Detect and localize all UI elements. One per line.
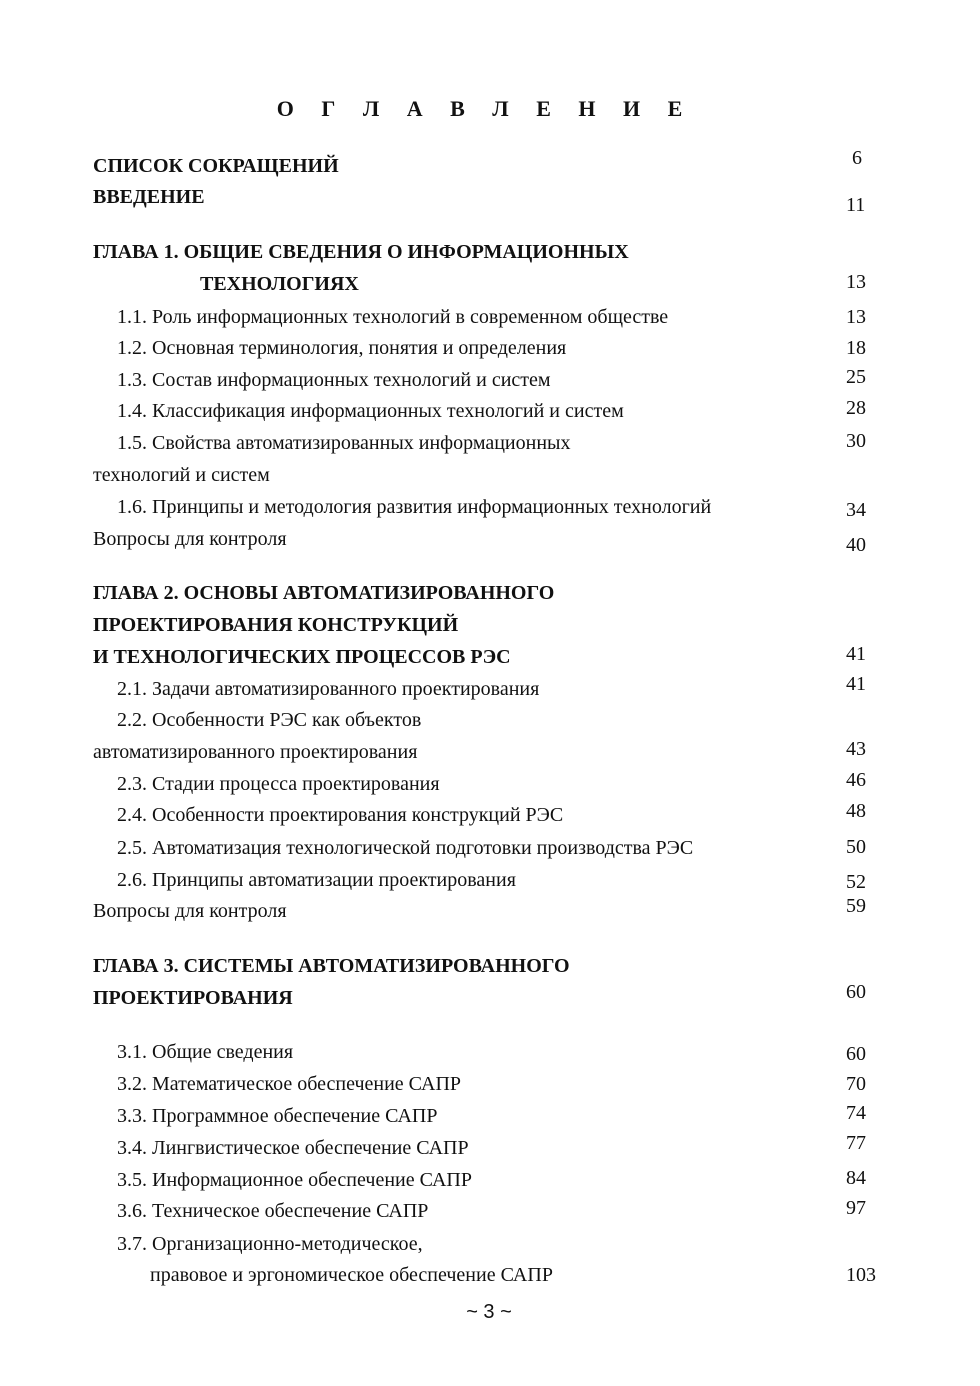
toc-title: О Г Л А В Л Е Н И Е [276,96,694,121]
toc-entry-text: 1.5. Свойства автоматизированных информационных [117,432,571,454]
toc-entry-text: 1.4. Классификация информационных технологий и систем [117,400,624,422]
page-number: ~ 3 ~ [466,1301,512,1323]
toc-chapter-heading: И ТЕХНОЛОГИЧЕСКИХ ПРОЦЕССОВ РЭС [93,646,511,668]
toc-chapter-heading: ГЛАВА 3. СИСТЕМЫ АВТОМАТИЗИРОВАННОГО [93,955,570,977]
toc-page-number: 60 [846,1043,866,1065]
toc-page-number: 52 [846,871,866,893]
toc-page-number: 59 [846,895,866,917]
toc-page-number: 18 [846,337,866,359]
toc-chapter-heading: ГЛАВА 2. ОСНОВЫ АВТОМАТИЗИРОВАННОГО [93,582,555,604]
toc-chapter-heading: ВВЕДЕНИЕ [93,186,205,208]
toc-entry-text: 1.1. Роль информационных технологий в современном обществе [117,306,669,328]
toc-entry-text: автоматизированного проектирования [93,741,418,763]
toc-entry-text: 2.1. Задачи автоматизированного проектирования [117,678,540,700]
toc-entry-text: правовое и эргономическое обеспечение САПР [150,1264,553,1286]
toc-page-number: 103 [846,1264,876,1286]
toc-entry-text: 2.3. Стадии процесса проектирования [117,773,440,795]
toc-page-number: 25 [846,366,866,388]
toc-entry-text: 3.4. Лингвистическое обеспечение САПР [117,1137,469,1159]
toc-entry-text: 2.6. Принципы автоматизации проектирования [117,869,516,891]
toc-page-number: 74 [846,1102,866,1124]
toc-entry-text: 1.6. Принципы и методология развития информационных технологий [117,496,712,518]
toc-page-number: 13 [846,306,866,328]
toc-entry-text: 2.4. Особенности проектирования конструкций РЭС [117,804,564,826]
toc-page-number: 34 [846,499,866,521]
toc-page-number: 30 [846,430,866,452]
toc-page-number: 48 [846,800,866,822]
toc-entry-text: 3.5. Информационное обеспечение САПР [117,1169,472,1191]
toc-chapter-heading: ТЕХНОЛОГИЯХ [200,273,359,295]
toc-entry-text: Вопросы для контроля [93,900,287,922]
toc-page-number: 60 [846,981,866,1003]
toc-chapter-heading: ГЛАВА 1. ОБЩИЕ СВЕДЕНИЯ О ИНФОРМАЦИОННЫХ [93,241,629,263]
toc-entry-text: 1.2. Основная терминология, понятия и определения [117,337,567,359]
toc-page-number: 77 [846,1132,866,1154]
toc-page-number: 11 [846,194,866,216]
toc-entry-text: 3.3. Программное обеспечение САПР [117,1105,438,1127]
toc-chapter-heading: ПРОЕКТИРОВАНИЯ [93,987,293,1009]
toc-entry-text: технологий и систем [93,464,270,486]
toc-page-number: 6 [852,147,862,169]
toc-chapter-heading: СПИСОК СОКРАЩЕНИЙ [93,155,339,177]
toc-page-number: 46 [846,769,866,791]
toc-chapter-heading: ПРОЕКТИРОВАНИЯ КОНСТРУКЦИЙ [93,614,459,636]
toc-entry-text: 3.1. Общие сведения [117,1041,294,1063]
toc-page-number: 40 [846,534,866,556]
toc-page-number: 97 [846,1197,866,1219]
toc-page-number: 84 [846,1167,866,1189]
toc-entry-text: 3.6. Техническое обеспечение САПР [117,1200,429,1222]
toc-page-number: 28 [846,397,866,419]
toc-page-number: 41 [846,643,866,665]
toc-entry-text: Вопросы для контроля [93,528,287,550]
toc-entry-text: 2.2. Особенности РЭС как объектов [117,709,422,731]
toc-entry-text: 2.5. Автоматизация технологической подготовки производства РЭС [117,837,694,859]
toc-entry-text: 3.2. Математическое обеспечение САПР [117,1073,462,1095]
toc-entry-text: 3.7. Организационно-методическое, [117,1233,423,1255]
toc-page-number: 50 [846,836,866,858]
toc-entry-text: 1.3. Состав информационных технологий и систем [117,369,551,391]
toc-page-number: 43 [846,738,866,760]
toc-page-number: 13 [846,271,866,293]
toc-page-number: 70 [846,1073,866,1095]
toc-page-number: 41 [846,673,866,695]
